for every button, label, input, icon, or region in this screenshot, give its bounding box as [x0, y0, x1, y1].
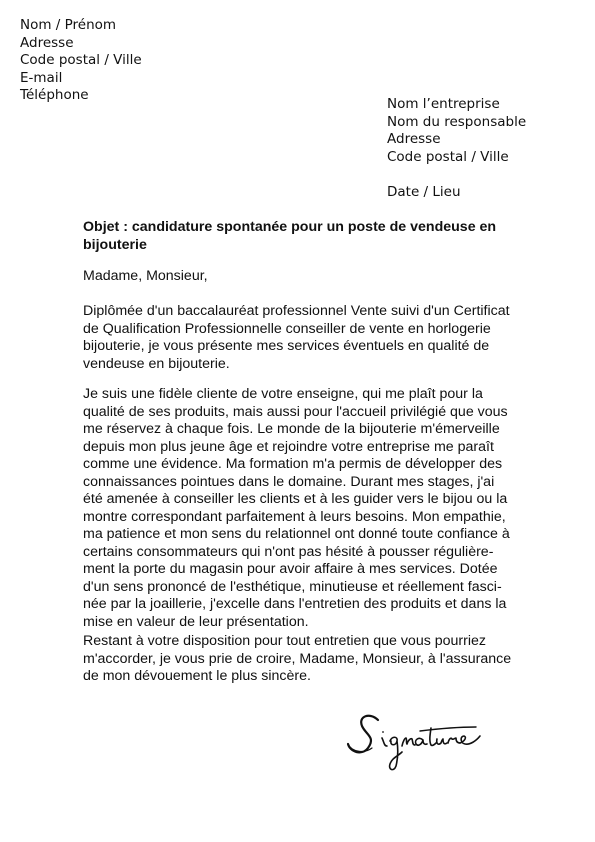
signature-image — [344, 708, 494, 780]
paragraph-line: certains consommateurs qui n'ont pas hésité à pousser régulière- — [83, 543, 494, 560]
paragraph-line: d'un sens prononcé de l'esthétique, minutieuse et réellement fasci- — [83, 578, 502, 595]
paragraph-line: depuis mon plus jeune âge et rejoindre votre entreprise me paraît — [83, 438, 494, 455]
letter-subject — [83, 219, 496, 254]
paragraph-line: Diplômée d'un baccalauréat professionnel Vente suivi d'un Certificat — [83, 303, 510, 319]
letter-paragraph-2 — [83, 386, 510, 631]
recipient-address: Adresse — [387, 131, 441, 148]
letter-paragraph-1 — [83, 303, 510, 373]
paragraph-line: bijouterie, je vous présente mes services éventuels en qualité de — [83, 338, 490, 354]
sender-postal-city: Code postal / Ville — [20, 52, 142, 69]
recipient-postal-city: Code postal / Ville — [387, 148, 509, 165]
paragraph-line: été amenée à conseiller les clients et à les guider vers le bijou ou la — [83, 491, 508, 507]
paragraph-line: connaissances pointues dans le domaine. Durant mes stages, j'ai — [83, 473, 495, 490]
paragraph-line: ma patience et mon sens du relationnel ont donné toute confiance à — [83, 526, 510, 542]
sender-address: Adresse — [20, 34, 74, 51]
sender-block — [20, 17, 142, 105]
paragraph-line: née par la joaillerie, j'excelle dans l'entretien des produits et dans la — [83, 596, 507, 612]
date-place-text: Date / Lieu — [387, 184, 461, 200]
paragraph-line: Restant à votre disposition pour tout entretien que vous pourriez — [83, 633, 487, 649]
paragraph-line: vendeuse en bijouterie. — [83, 355, 230, 372]
paragraph-line: de mon dévouement le plus sincère. — [83, 668, 311, 684]
date-place — [387, 184, 461, 202]
subject-line: bijouterie — [83, 236, 147, 253]
recipient-manager: Nom du responsable — [387, 113, 527, 130]
letter-paragraph-3 — [83, 633, 511, 686]
sender-phone: Téléphone — [20, 87, 89, 104]
sender-name: Nom / Prénom — [20, 17, 117, 33]
paragraph-line: de Qualification Professionnelle conseiller de vente en horlogerie — [83, 320, 491, 337]
paragraph-line: me réservez à chaque fois. Le monde de la bijouterie m'émerveille — [83, 421, 500, 437]
salutation-text: Madame, Monsieur, — [83, 268, 208, 284]
letter-salutation — [83, 268, 208, 286]
sender-email: E-mail — [20, 69, 63, 86]
recipient-company: Nom l’entreprise — [387, 96, 500, 112]
recipient-block — [387, 96, 526, 166]
paragraph-line: m'accorder, je vous prie de croire, Madame, Monsieur, à l'assurance — [83, 650, 512, 667]
paragraph-line: comme une évidence. Ma formation m'a permis de développer des — [83, 456, 503, 472]
paragraph-line: ment la porte du magasin pour avoir affaire à mes services. Dotée — [83, 561, 498, 577]
subject-line: Objet : candidature spontanée pour un poste de vendeuse en — [83, 219, 497, 235]
paragraph-line: qualité de ses produits, mais aussi pour l'accueil privilégié que vous — [83, 403, 508, 420]
paragraph-line: montre correspondant parfaitement à leurs besoins. Mon empathie, — [83, 508, 506, 525]
paragraph-line: Je suis une fidèle cliente de votre enseigne, qui me plaît pour la — [83, 386, 483, 402]
paragraph-line: mise en valeur de leur présentation. — [83, 613, 309, 630]
